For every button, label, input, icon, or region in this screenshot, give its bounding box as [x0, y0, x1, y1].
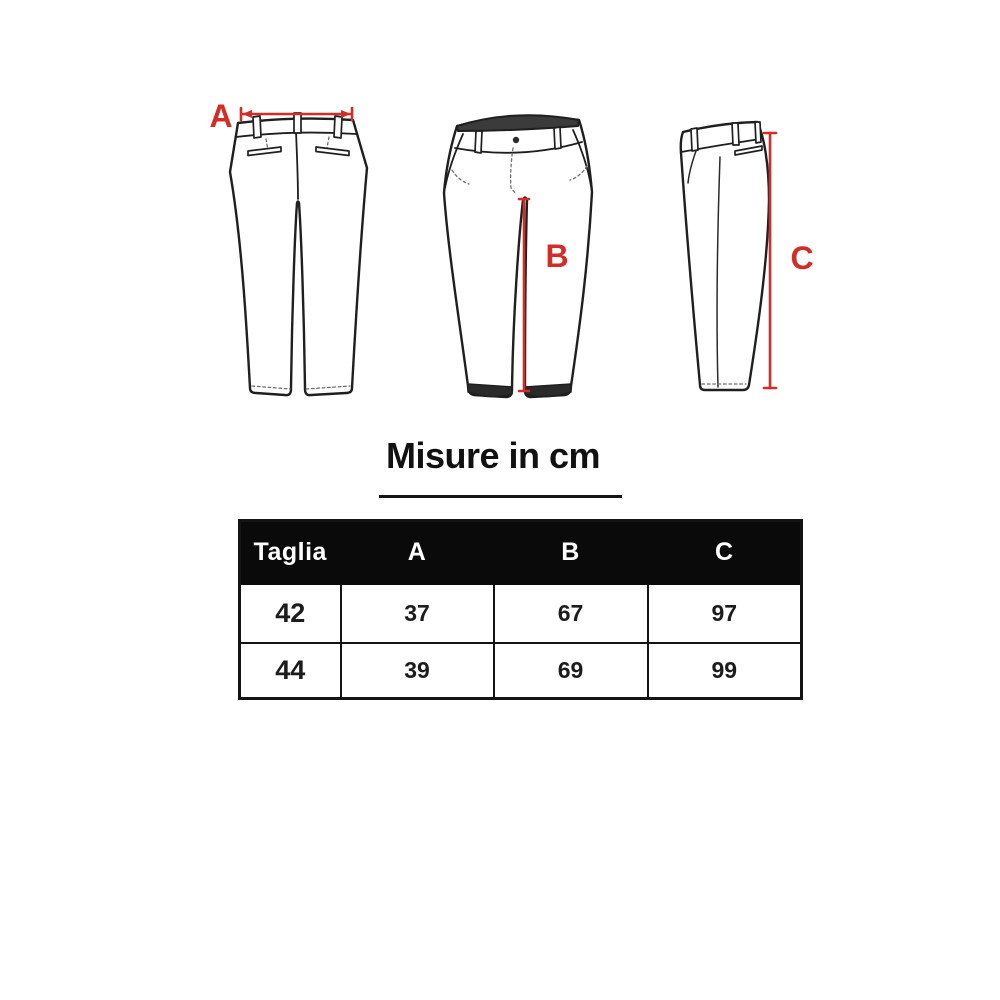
- front-hem: [468, 384, 512, 397]
- cell-size-44: 44: [240, 643, 341, 699]
- cell-44-a: 39: [341, 643, 494, 699]
- header-c: C: [648, 521, 802, 584]
- cell-44-b: 69: [494, 643, 648, 699]
- cell-42-a: 37: [341, 584, 494, 643]
- page-title: Misure in cm: [385, 435, 601, 476]
- measure-label-b: B: [545, 238, 569, 274]
- belt-loop: [253, 116, 261, 138]
- cell-44-c: 99: [648, 643, 802, 699]
- back-outline: [230, 119, 367, 396]
- belt-loop: [732, 123, 739, 145]
- cell-42-b: 67: [494, 584, 648, 643]
- measure-label-c: C: [790, 240, 814, 276]
- pants-back-drawing: [215, 95, 385, 415]
- belt-loop: [334, 116, 342, 138]
- pants-front-drawing: [435, 100, 605, 410]
- belt-loop: [554, 127, 561, 149]
- belt-loop: [755, 122, 761, 143]
- size-table-header-row: [240, 521, 802, 584]
- cell-42-c: 97: [648, 584, 802, 643]
- header-taglia: Taglia: [240, 521, 341, 584]
- side-outline: [681, 122, 769, 390]
- front-hem: [525, 384, 571, 397]
- size-table: [238, 519, 803, 700]
- waist-button: [513, 137, 519, 143]
- cell-size-42: 42: [240, 584, 341, 643]
- belt-loop: [691, 128, 698, 151]
- title-underline: [379, 495, 622, 498]
- belt-loop: [294, 113, 301, 133]
- table-row: [240, 584, 802, 643]
- belt-loop: [475, 131, 482, 153]
- measure-label-a: A: [209, 98, 233, 134]
- header-b: B: [494, 521, 648, 584]
- table-row: [240, 643, 802, 699]
- header-a: A: [341, 521, 494, 584]
